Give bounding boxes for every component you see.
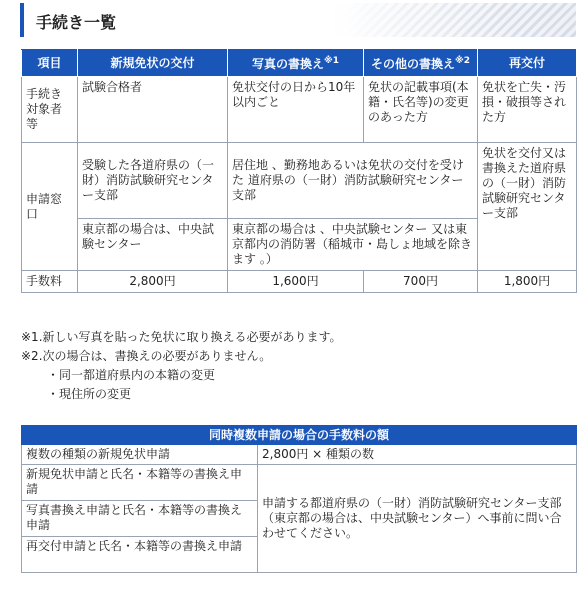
page-title: 手続き一覧	[36, 13, 117, 32]
window-reissue: 免状を交付又は書換えた道府県の（一財）消防試験研究センター支部	[478, 143, 577, 271]
photo-note-mark: ※1	[324, 56, 340, 66]
fee-row-label: 再交付申請と氏名・本籍等の書換え申請	[22, 537, 258, 573]
fee-row-label: 複数の種類の新規免状申請	[22, 445, 258, 465]
eligible-other: 免状の記載事項(本籍・氏名等)の変更のあった方	[364, 77, 478, 143]
window-row	[22, 143, 577, 179]
note-2: ※2.次の場合は、書換えの必要がありません。	[21, 349, 272, 363]
fee-other: 700円	[364, 271, 478, 293]
procedure-header-row	[22, 50, 577, 77]
eligible-label: 手続き対象者等	[22, 77, 78, 143]
fee-row-label: 新規免状申請と氏名・本籍等の書換え申請	[22, 465, 258, 501]
note-1: ※1.新しい写真を貼った免状に取り換える必要があります。	[21, 330, 342, 344]
notes	[21, 328, 576, 404]
window-tokyo-new-issue: 東京都の場合は、中央試験センター	[78, 219, 228, 271]
fee-new-issue: 2,800円	[78, 271, 228, 293]
header-reissue: 再交付	[478, 50, 577, 77]
fee-row	[22, 271, 577, 293]
window-new-issue: 受験した各道府県の（一財）消防試験研究センター支部	[78, 143, 228, 219]
fee-photo: 1,600円	[228, 271, 364, 293]
fee-reissue: 1,800円	[478, 271, 577, 293]
header-photo: 写真の書換え$^{※1}$	[228, 50, 364, 77]
fee-inquiry: 申請する都道府県の（一財）消防試験研究センター支部（東京都の場合は、中央試験センター）へ事前に問い合わせてください。	[258, 465, 577, 573]
fee-table-header: 同時複数申請の場合の手数料の額	[22, 426, 577, 445]
fee-row-label: 写真書換え申請と氏名・本籍等の書換え申請	[22, 501, 258, 537]
note-bullet: ・現住所の変更	[47, 387, 132, 401]
window-photo-other: 居住地 、勤務地あるいは免状の交付を受けた 道府県の（一財）消防試験研究センター支部	[228, 143, 478, 219]
fee-row-value: 2,800円 × 種類の数	[258, 445, 577, 465]
eligible-row	[22, 77, 577, 143]
eligible-new-issue: 試験合格者	[78, 77, 228, 143]
multi-application-fee-table	[21, 425, 577, 573]
header-item: 項目	[22, 50, 78, 77]
window-label: 申請窓口	[22, 143, 78, 271]
eligible-reissue: 免状を亡失・汚損・破損等された方	[478, 77, 577, 143]
header-new-issue: 新規免状の交付	[78, 50, 228, 77]
eligible-photo: 免状交付の日から10年以内ごと	[228, 77, 364, 143]
title-decoration	[346, 3, 576, 37]
note-bullet: ・同一都道府県内の本籍の変更	[47, 368, 216, 382]
header-other: その他の書換え$^{※2}$	[364, 50, 478, 77]
fee-label: 手数料	[22, 271, 78, 293]
other-note-mark: ※2	[455, 56, 471, 66]
table-row	[22, 465, 577, 501]
page-title-bar	[20, 3, 576, 37]
procedure-table	[21, 49, 577, 293]
window-tokyo-others: 東京都の場合は 、中央試験センター 又は東京都内の消防署（稲城市・島しょ地域を除きます 。）	[228, 219, 478, 271]
table-row	[22, 445, 577, 465]
fee-table-header-row	[22, 426, 577, 445]
